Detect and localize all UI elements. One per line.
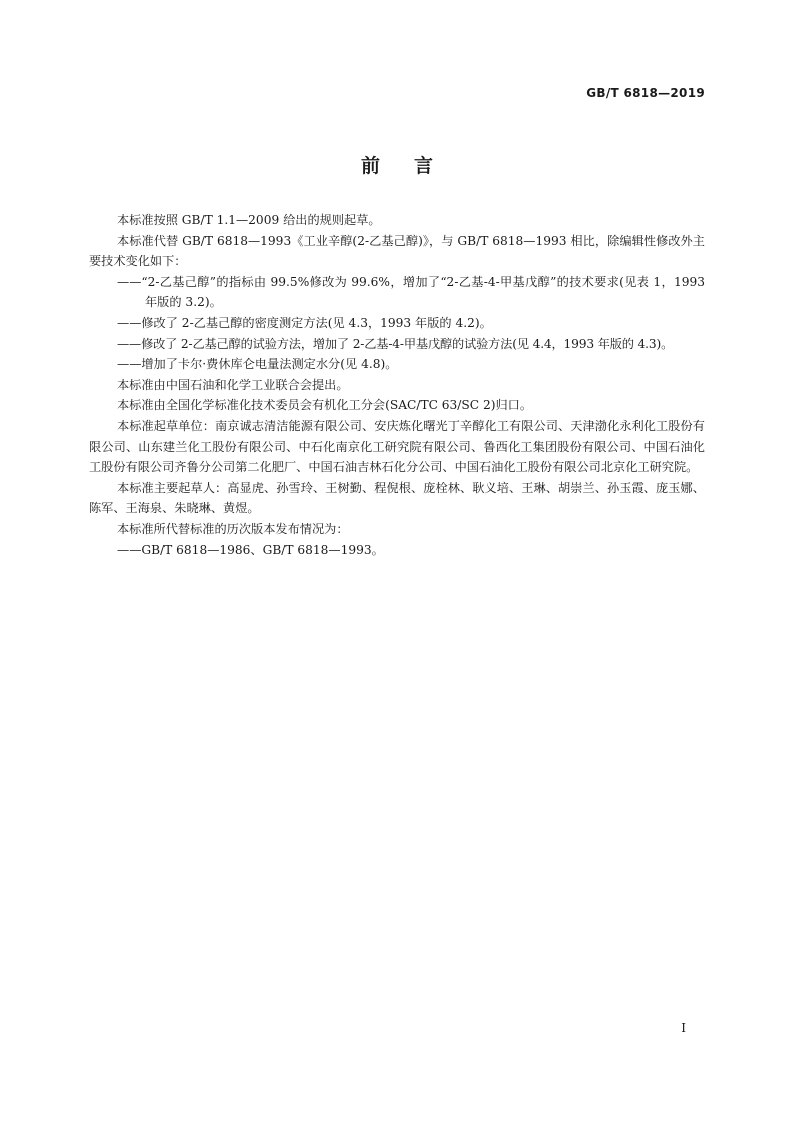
paragraph-drafting-rules: 本标准按照 GB/T 1.1—2009 给出的规则起草。 [117,213,381,227]
paragraph-replacement: 本标准代替 GB/T 6818—1993《工业辛醇(2-乙基己醇)》，与 GB/T 6818—1993 相比，除编辑性修改外主要技术变化如下： [89,233,705,269]
paragraph-proposer: 本标准由中国石油和化学工业联合会提出。 [117,377,349,392]
foreword-body [89,210,705,560]
change-item: ——“2-乙基己醇”的指标由 99.5%修改为 99.6%，增加了“2-乙基-4-甲基戊醇”的技术要求(见表 1，1993 年版的 3.2)。 [117,274,705,310]
change-item: ——增加了卡尔·费休库仑电量法测定水分(见 4.8)。 [117,357,398,372]
paragraph-committee: 本标准由全国化学标准化技术委员会有机化工分会(SAC/TC 63/SC 2)归口。 [117,398,533,413]
change-item: ——修改了 2-乙基己醇的密度测定方法(见 4.3，1993 年版的 4.2)。 [117,315,492,330]
page-title: 前言 [360,155,467,177]
paragraph-drafting-units: 本标准起草单位：南京诚志清洁能源有限公司、安庆炼化曙光丁辛醇化工有限公司、天津渤化永利化工股份有限公司、山东建兰化工股份有限公司、中石化南京化工研究院有限公司、鲁西化工集团股份有限公司、中国石油化工股份有限公司齐鲁分公司第二化肥厂、中国石油吉林石化分公司、中国石油化工股份有限公司北京化工研究院。 [89,418,705,475]
paragraph-drafters: 本标准主要起草人：高显虎、孙雪玲、王树勤、程倪根、庞栓林、耿义培、王琳、胡崇兰、孙玉霞、庞玉娜、陈军、王海泉、朱晓琳、黄煜。 [89,480,705,516]
standard-code: GB/T 6818—2019 [586,86,705,100]
change-item: ——修改了 2-乙基己醇的试验方法，增加了 2-乙基-4-甲基戊醇的试验方法(见 4.4，1993 年版的 4.3)。 [117,336,674,351]
paragraph-history: 本标准所代替标准的历次版本发布情况为： [117,521,349,536]
page-number: I [681,1021,686,1035]
history-item: ——GB/T 6818—1986、GB/T 6818—1993。 [117,542,384,557]
